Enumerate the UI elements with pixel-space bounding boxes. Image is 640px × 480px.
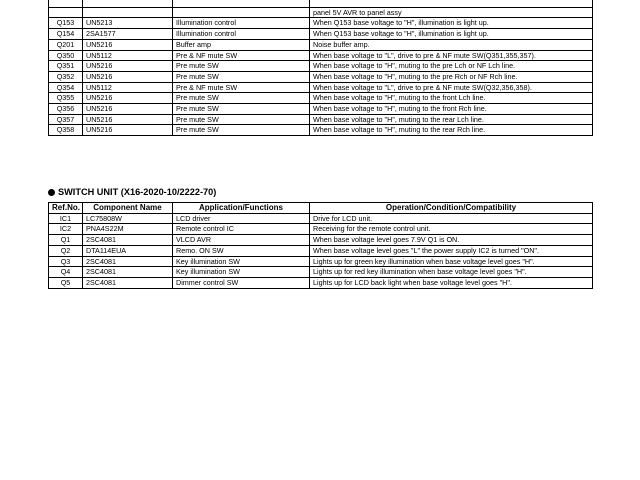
cell-ref-no: Q4 <box>49 267 83 278</box>
table-row <box>49 104 593 115</box>
cell-component-name: UN5213 <box>83 18 173 29</box>
cell-operation: Lights up for green key illumination when base voltage level goes "H". <box>310 256 593 267</box>
table-row <box>49 93 593 104</box>
cell-component-name: DTA114EUA <box>83 245 173 256</box>
table-row <box>49 277 593 288</box>
cell-operation: When base voltage to "L", drive to pre & NF mute SW(Q32,356,358). <box>310 82 593 93</box>
cell-operation: When base voltage to "L", drive to pre & NF mute SW(Q351,355,357). <box>310 50 593 61</box>
table-row <box>49 114 593 125</box>
cell-component-name: 2SC4081 <box>83 277 173 288</box>
cell-application: Key illumination SW <box>173 256 310 267</box>
cell-ref-no: Q1 <box>49 235 83 246</box>
cell-ref-no: Q358 <box>49 125 83 136</box>
cell-application: Remo. ON SW <box>173 245 310 256</box>
cell-ref-no <box>49 7 83 18</box>
table-row <box>49 256 593 267</box>
cell-application: Buffer amp <box>173 39 310 50</box>
cell-application: Pre & NF mute SW <box>173 50 310 61</box>
table-row <box>49 267 593 278</box>
cell-application: Remote control IC <box>173 224 310 235</box>
bullet-icon <box>48 189 55 196</box>
cell-application: Pre & NF mute SW <box>173 82 310 93</box>
cell-operation: When base voltage to "H", muting to the front Rch line. <box>310 104 593 115</box>
cell-ref-no: Q201 <box>49 39 83 50</box>
cell-ref-no: Q354 <box>49 82 83 93</box>
table-row <box>49 39 593 50</box>
table-row <box>49 61 593 72</box>
table-row <box>49 0 593 7</box>
cell-application: Pre mute SW <box>173 125 310 136</box>
table-row <box>49 235 593 246</box>
cell-operation <box>310 0 593 7</box>
cell-component-name: 2SC4081 <box>83 267 173 278</box>
table-row <box>49 224 593 235</box>
cell-ref-no: Q352 <box>49 71 83 82</box>
cell-ref-no: Q3 <box>49 256 83 267</box>
cell-component-name <box>83 0 173 7</box>
table-row <box>49 18 593 29</box>
component-table-main <box>48 0 593 136</box>
cell-component-name: UN5112 <box>83 50 173 61</box>
cell-component-name: UN5216 <box>83 71 173 82</box>
table-row <box>49 245 593 256</box>
cell-application: Pre mute SW <box>173 114 310 125</box>
table-row <box>49 82 593 93</box>
cell-component-name: UN5216 <box>83 125 173 136</box>
cell-component-name: 2SA1577 <box>83 29 173 40</box>
table-row <box>49 125 593 136</box>
cell-component-name <box>83 7 173 18</box>
cell-component-name: 2SC4081 <box>83 256 173 267</box>
cell-ref-no: IC1 <box>49 213 83 224</box>
cell-component-name: PNA4S22M <box>83 224 173 235</box>
cell-operation: When Q153 base voltage to "H", illumination is light up. <box>310 18 593 29</box>
cell-operation: Lights up for red key illumination when base voltage level goes "H". <box>310 267 593 278</box>
cell-ref-no <box>49 0 83 7</box>
component-table-switch-unit <box>48 202 593 289</box>
cell-ref-no: Q350 <box>49 50 83 61</box>
cell-component-name: 2SC4081 <box>83 235 173 246</box>
table-row <box>49 213 593 224</box>
cell-component-name: UN5216 <box>83 114 173 125</box>
cell-operation: Noise buffer amp. <box>310 39 593 50</box>
cell-operation: Lights up for LCD back light when base voltage level goes "H". <box>310 277 593 288</box>
header-operation: Operation/Condition/Compatibility <box>310 203 593 214</box>
cell-operation: When base voltage level goes 7.9V Q1 is ON. <box>310 235 593 246</box>
cell-ref-no: Q153 <box>49 18 83 29</box>
cell-component-name: LC75808W <box>83 213 173 224</box>
cell-ref-no: Q5 <box>49 277 83 288</box>
cell-application: VLCD AVR <box>173 235 310 246</box>
cell-application: Pre mute SW <box>173 104 310 115</box>
section-title: SWITCH UNIT (X16-2020-10/2222-70) <box>58 187 217 197</box>
cell-ref-no: Q2 <box>49 245 83 256</box>
cell-operation: When Q153 base voltage to "H", illumination is light up. <box>310 29 593 40</box>
cell-application: Key illumination SW <box>173 267 310 278</box>
cell-operation: When base voltage to "H", muting to the front Lch line. <box>310 93 593 104</box>
cell-ref-no: Q154 <box>49 29 83 40</box>
cell-ref-no: Q356 <box>49 104 83 115</box>
cell-application: Pre mute SW <box>173 93 310 104</box>
cell-operation: Receiving for the remote control unit. <box>310 224 593 235</box>
cell-ref-no: Q355 <box>49 93 83 104</box>
cell-operation: When base voltage to "H", muting to the rear Rch line. <box>310 125 593 136</box>
cell-application <box>173 0 310 7</box>
table-row <box>49 71 593 82</box>
header-application: Application/Functions <box>173 203 310 214</box>
cell-operation: When base voltage to "H", muting to the pre Lch or NF Lch line. <box>310 61 593 72</box>
table-row <box>49 29 593 40</box>
cell-application: Illumination control <box>173 29 310 40</box>
cell-component-name: UN5216 <box>83 39 173 50</box>
header-ref-no: Ref.No. <box>49 203 83 214</box>
cell-operation: When base voltage to "H", muting to the rear Lch line. <box>310 114 593 125</box>
table-row <box>49 50 593 61</box>
cell-operation: Drive for LCD unit. <box>310 213 593 224</box>
cell-component-name: UN5216 <box>83 93 173 104</box>
cell-component-name: UN5112 <box>83 82 173 93</box>
cell-ref-no: IC2 <box>49 224 83 235</box>
cell-operation: panel 5V AVR to panel assy <box>310 7 593 18</box>
table-header-row <box>49 203 593 214</box>
cell-application: LCD driver <box>173 213 310 224</box>
cell-ref-no: Q357 <box>49 114 83 125</box>
cell-application: Illumination control <box>173 18 310 29</box>
cell-operation: When base voltage level goes "L" the power supply IC2 is turned "ON". <box>310 245 593 256</box>
cell-application: Pre mute SW <box>173 61 310 72</box>
cell-application <box>173 7 310 18</box>
cell-application: Pre mute SW <box>173 71 310 82</box>
section-heading <box>48 187 216 197</box>
table-row <box>49 7 593 18</box>
cell-application: Dimmer control SW <box>173 277 310 288</box>
header-component-name: Component Name <box>83 203 173 214</box>
cell-component-name: UN5216 <box>83 104 173 115</box>
cell-component-name: UN5216 <box>83 61 173 72</box>
cell-ref-no: Q351 <box>49 61 83 72</box>
cell-operation: When base voltage to "H", muting to the pre Rch or NF Rch line. <box>310 71 593 82</box>
